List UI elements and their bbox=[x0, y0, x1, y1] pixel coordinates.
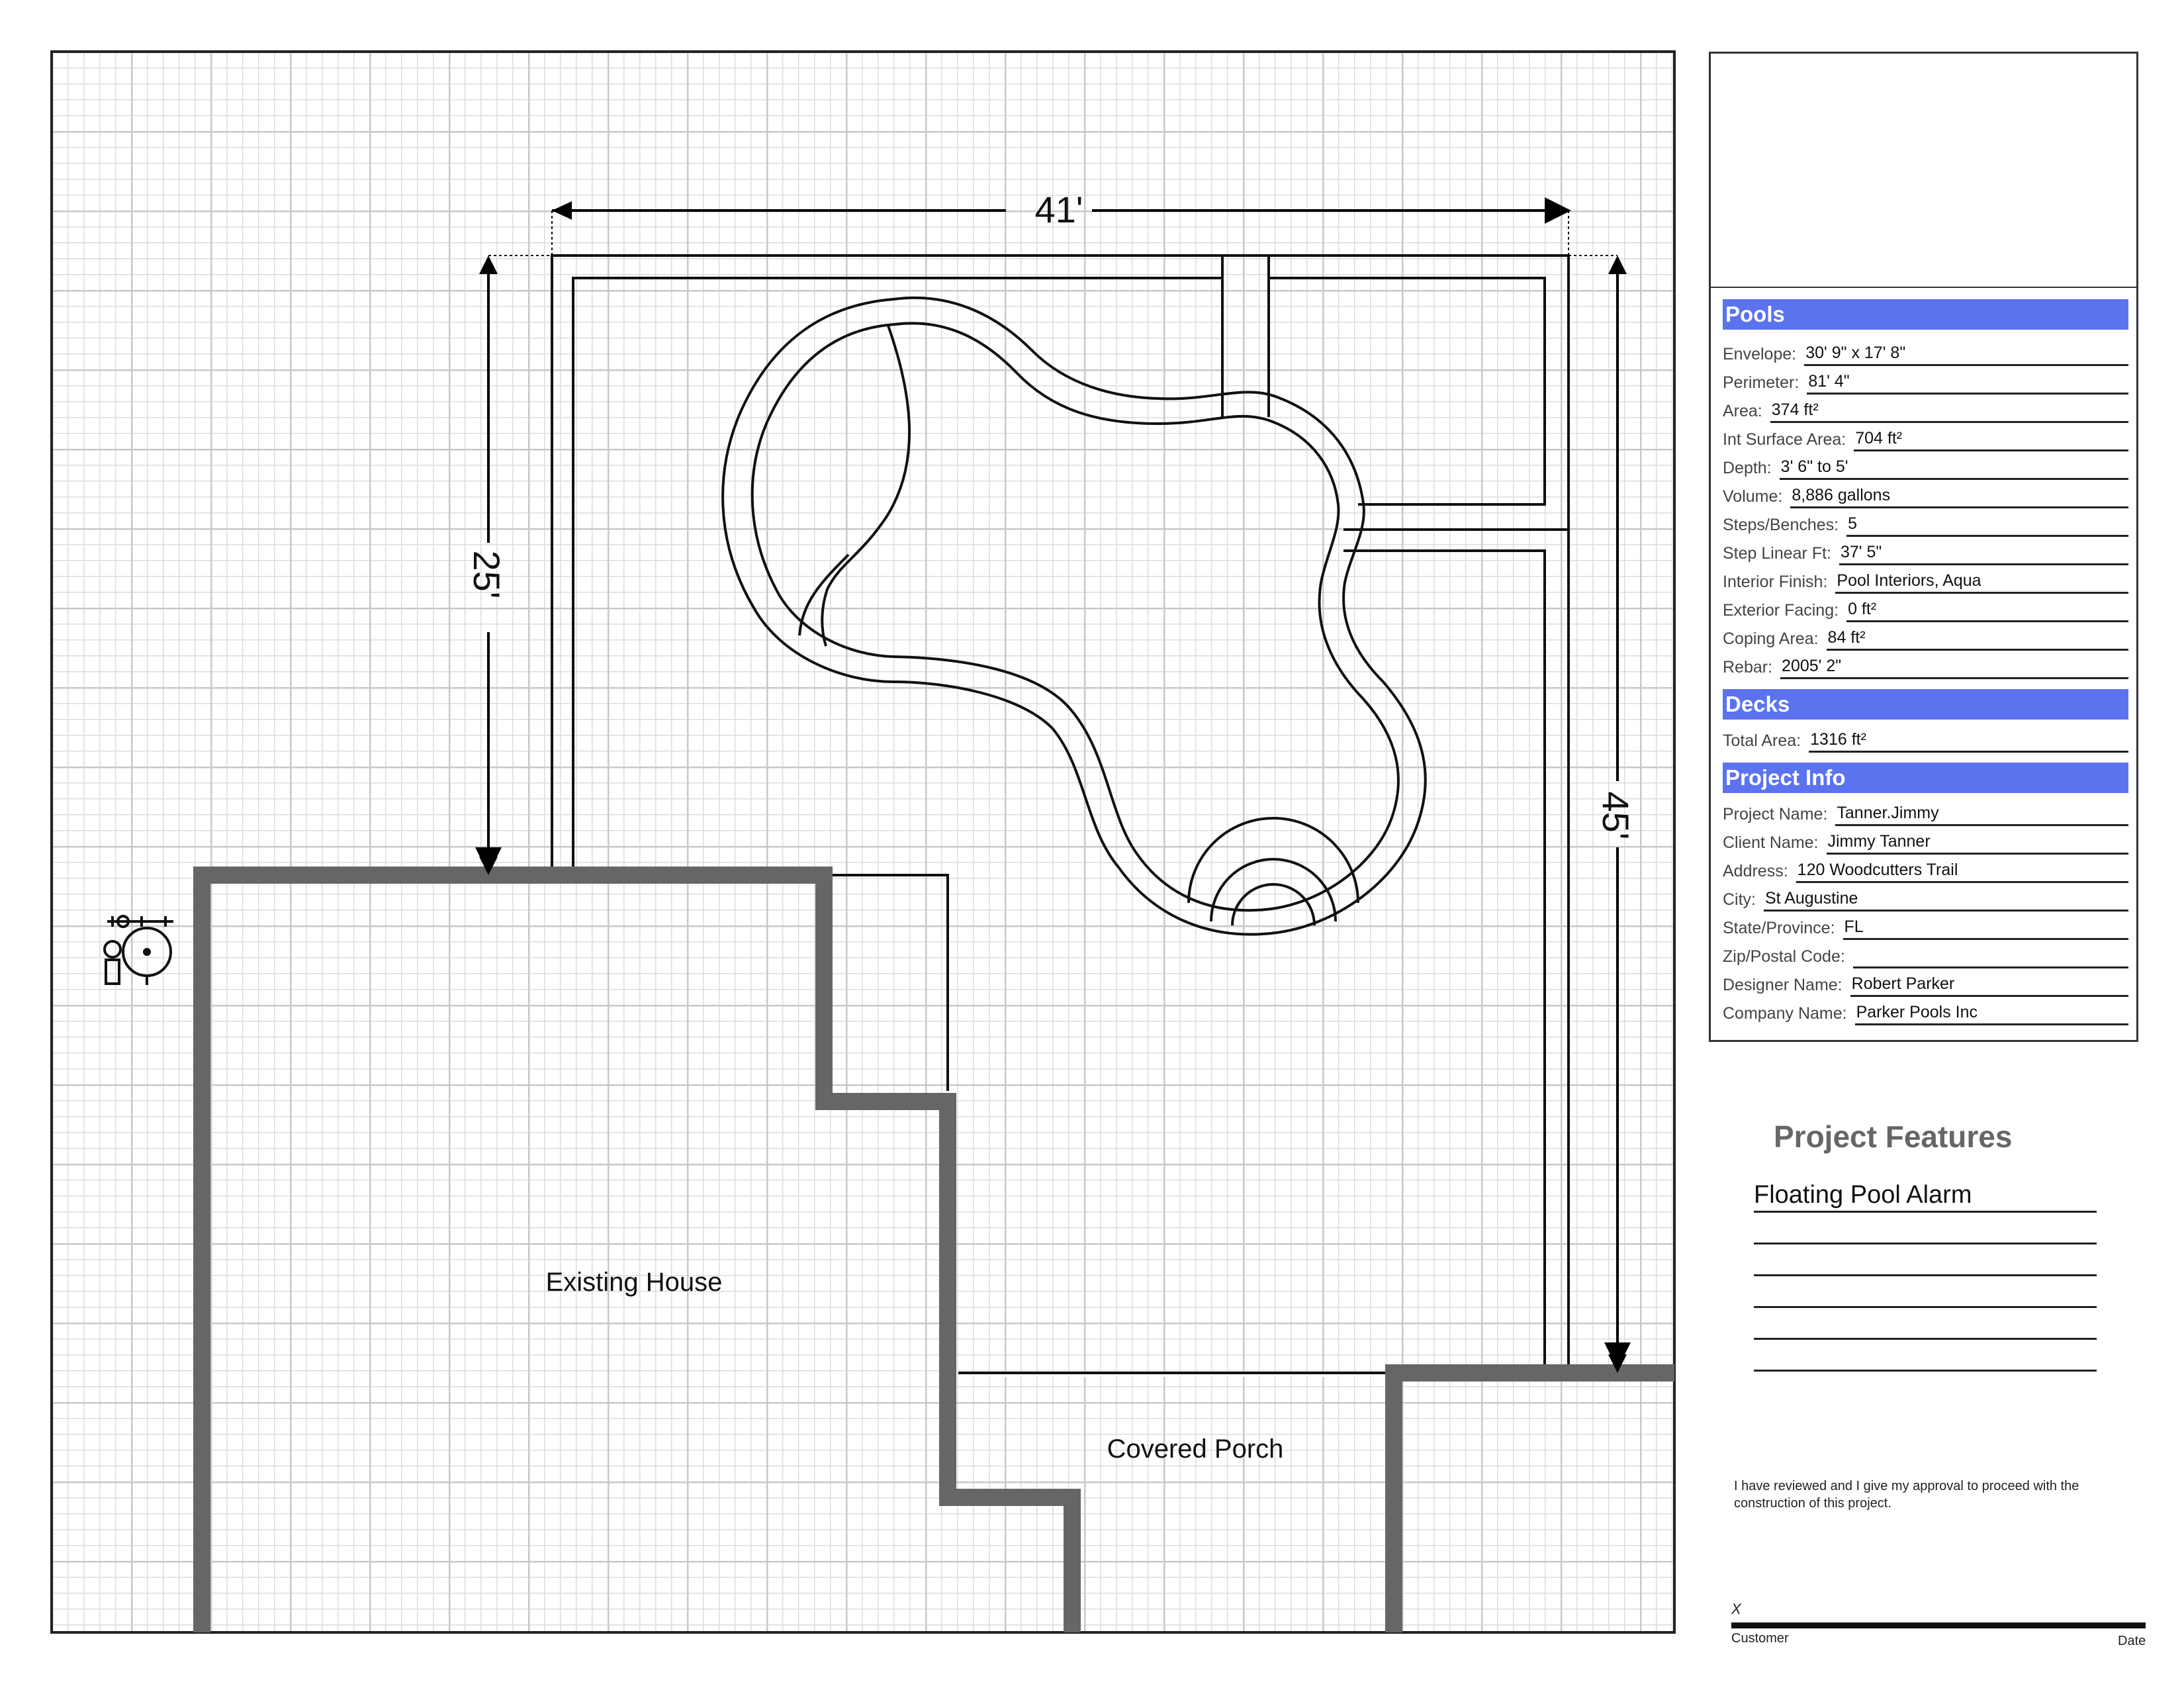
pools-row bbox=[1723, 425, 2128, 451]
row-value: Jimmy Tanner bbox=[1827, 832, 2129, 855]
row-value: 30' 9" x 17' 8" bbox=[1804, 344, 2128, 366]
row-value: 2005' 2" bbox=[1780, 657, 2128, 679]
logo-box bbox=[1711, 54, 2136, 288]
row-value: 81' 4" bbox=[1807, 372, 2128, 395]
row-label: Company Name: bbox=[1723, 1004, 1847, 1023]
approval-statement: I have reviewed and I give my approval to proceed with the construction of this project. bbox=[1734, 1479, 2079, 1511]
dimension-width-label: 41' bbox=[1034, 189, 1083, 230]
row-label: Project Name: bbox=[1723, 805, 1828, 823]
porch-label: Covered Porch bbox=[1107, 1434, 1284, 1464]
feature-line bbox=[1754, 1340, 2097, 1372]
row-label: City: bbox=[1723, 890, 1756, 909]
pools-section-header: Pools bbox=[1723, 299, 2128, 330]
row-value: 374 ft² bbox=[1770, 400, 2128, 423]
feature-line: Floating Pool Alarm bbox=[1754, 1181, 2097, 1213]
row-value: Tanner.Jimmy bbox=[1835, 804, 2128, 826]
row-label: Step Linear Ft: bbox=[1723, 544, 1831, 563]
project-row bbox=[1723, 800, 2128, 826]
row-label: Designer Name: bbox=[1723, 976, 1843, 994]
grid-background bbox=[52, 52, 1674, 1632]
pools-row bbox=[1723, 397, 2128, 423]
row-label: Volume: bbox=[1723, 487, 1783, 506]
row-value: St Augustine bbox=[1764, 889, 2128, 912]
pools-row bbox=[1723, 596, 2128, 622]
row-value bbox=[1853, 965, 2128, 968]
feature-line bbox=[1754, 1276, 2097, 1308]
row-label: Exterior Facing: bbox=[1723, 601, 1839, 620]
row-value: 3' 6" to 5' bbox=[1780, 457, 2128, 480]
date-label: Date bbox=[2118, 1634, 2146, 1648]
pools-row bbox=[1723, 510, 2128, 537]
pools-row bbox=[1723, 624, 2128, 651]
dimension-left-label: 25' bbox=[466, 550, 508, 599]
pools-row bbox=[1723, 368, 2128, 395]
row-label: Perimeter: bbox=[1723, 373, 1799, 392]
row-value: 84 ft² bbox=[1827, 628, 2128, 651]
project-info-section-header: Project Info bbox=[1723, 763, 2128, 793]
row-value: FL bbox=[1843, 917, 2128, 940]
pools-row bbox=[1723, 567, 2128, 594]
row-label: Rebar: bbox=[1723, 658, 1773, 677]
signature-x-mark: X bbox=[1731, 1601, 1741, 1617]
row-value: 8,886 gallons bbox=[1790, 486, 2128, 508]
pools-row bbox=[1723, 453, 2128, 480]
row-label: Interior Finish: bbox=[1723, 573, 1828, 591]
house-label: Existing House bbox=[545, 1268, 723, 1297]
row-label: Envelope: bbox=[1723, 345, 1797, 363]
project-features-title: Project Features bbox=[1774, 1119, 2013, 1154]
row-label: Client Name: bbox=[1723, 833, 1819, 852]
customer-label: Customer bbox=[1731, 1631, 1789, 1646]
row-label: State/Province: bbox=[1723, 919, 1835, 937]
project-row bbox=[1723, 942, 2128, 968]
row-value: Robert Parker bbox=[1850, 974, 2128, 997]
row-value: 37' 5" bbox=[1839, 543, 2128, 565]
dimension-right-label: 45' bbox=[1595, 791, 1637, 840]
decks-section-header: Decks bbox=[1723, 689, 2128, 720]
pools-row bbox=[1723, 340, 2128, 366]
row-label: Zip/Postal Code: bbox=[1723, 947, 1845, 966]
feature-line bbox=[1754, 1308, 2097, 1340]
row-value: 1316 ft² bbox=[1809, 730, 2128, 753]
decks-row bbox=[1723, 726, 2128, 753]
row-value: 120 Woodcutters Trail bbox=[1796, 861, 2128, 883]
row-value: 0 ft² bbox=[1846, 600, 2128, 622]
feature-line bbox=[1754, 1213, 2097, 1244]
row-label: Coping Area: bbox=[1723, 630, 1819, 648]
project-row bbox=[1723, 914, 2128, 940]
project-row bbox=[1723, 999, 2128, 1025]
row-label: Area: bbox=[1723, 402, 1762, 420]
row-value: 5 bbox=[1846, 514, 2128, 537]
pools-row bbox=[1723, 539, 2128, 565]
project-row bbox=[1723, 885, 2128, 912]
row-label: Depth: bbox=[1723, 459, 1772, 477]
row-value: Pool Interiors, Aqua bbox=[1835, 571, 2128, 594]
row-label: Total Area: bbox=[1723, 731, 1801, 750]
feature-line bbox=[1754, 1244, 2097, 1276]
row-label: Int Surface Area: bbox=[1723, 430, 1846, 449]
project-row bbox=[1723, 828, 2128, 855]
project-row bbox=[1723, 970, 2128, 997]
pools-row bbox=[1723, 482, 2128, 508]
pools-row bbox=[1723, 653, 2128, 679]
row-value: 704 ft² bbox=[1854, 429, 2128, 451]
signature-line[interactable] bbox=[1731, 1622, 2146, 1628]
project-row bbox=[1723, 857, 2128, 883]
info-panel bbox=[1709, 52, 2138, 1042]
row-label: Address: bbox=[1723, 862, 1788, 880]
row-label: Steps/Benches: bbox=[1723, 516, 1839, 534]
row-value: Parker Pools Inc bbox=[1855, 1003, 2128, 1025]
